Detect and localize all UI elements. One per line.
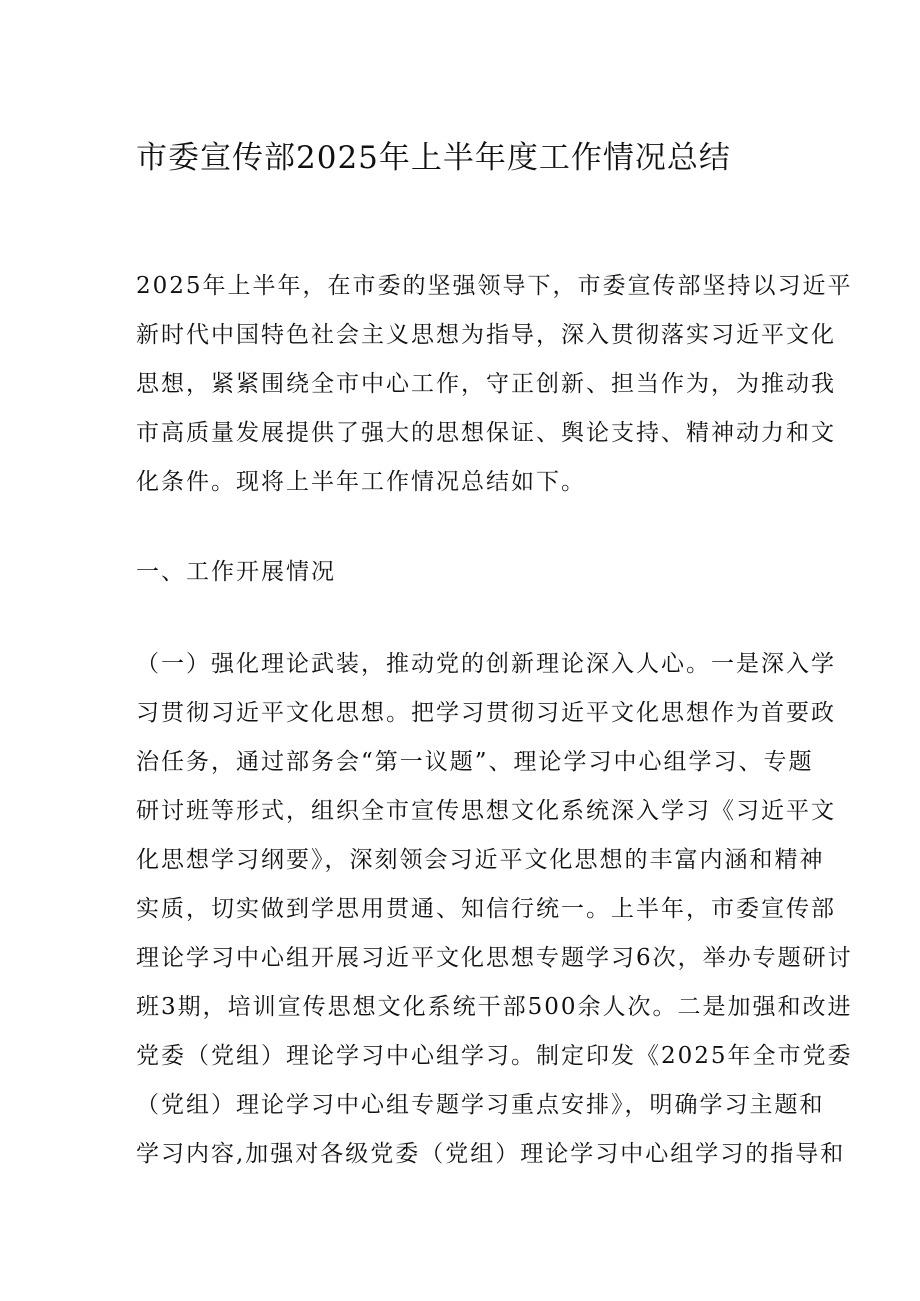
section1-line: 实质，切实做到学思用贯通、知信行统一。上半年，市委宣传部 [136, 896, 836, 922]
section1-line: 习贯彻习近平文化思想。把学习贯彻习近平文化思想作为首要政 [136, 700, 836, 726]
document-title: 市委宣传部2025年上半年度工作情况总结 [136, 140, 731, 176]
section1-line: （党组）理论学习中心组专题学习重点安排》，明确学习主题和 [136, 1092, 825, 1118]
section1-line: 学习内容,加强对各级党委（党组）理论学习中心组学习的指导和 [136, 1141, 846, 1167]
intro-line: 思想，紧紧围绕全市中心工作，守正创新、担当作为，为推动我 [136, 371, 836, 397]
section1-line: 班3期，培训宣传思想文化系统干部500余人次。二是加强和改进 [136, 994, 853, 1020]
section1-line: 化思想学习纲要》，深刻领会习近平文化思想的丰富内涵和精神 [136, 847, 825, 873]
section1-line: 党委（党组）理论学习中心组学习。制定印发《2025年全市党委 [136, 1043, 853, 1069]
section1-line: 治任务，通过部务会“第一议题”、理论学习中心组学习、专题 [136, 749, 814, 775]
intro-line: 2025年上半年，在市委的坚强领导下，市委宣传部坚持以习近平 [136, 273, 853, 299]
intro-line: 新时代中国特色社会主义思想为指导，深入贯彻落实习近平文化 [136, 322, 836, 348]
section1-paragraph [136, 640, 853, 1179]
intro-paragraph [136, 262, 853, 507]
section1-line: 理论学习中心组开展习近平文化思想专题学习6次，举办专题研讨 [136, 945, 853, 971]
section-heading: 一、工作开展情况 [136, 559, 336, 585]
section1-line: 研讨班等形式，组织全市宣传思想文化系统深入学习《习近平文 [136, 798, 836, 824]
intro-line: 化条件。现将上半年工作情况总结如下。 [136, 469, 586, 495]
intro-line: 市高质量发展提供了强大的思想保证、舆论支持、精神动力和文 [136, 420, 836, 446]
section1-line: （一）强化理论武装，推动党的创新理论深入人心。一是深入学 [136, 651, 836, 677]
